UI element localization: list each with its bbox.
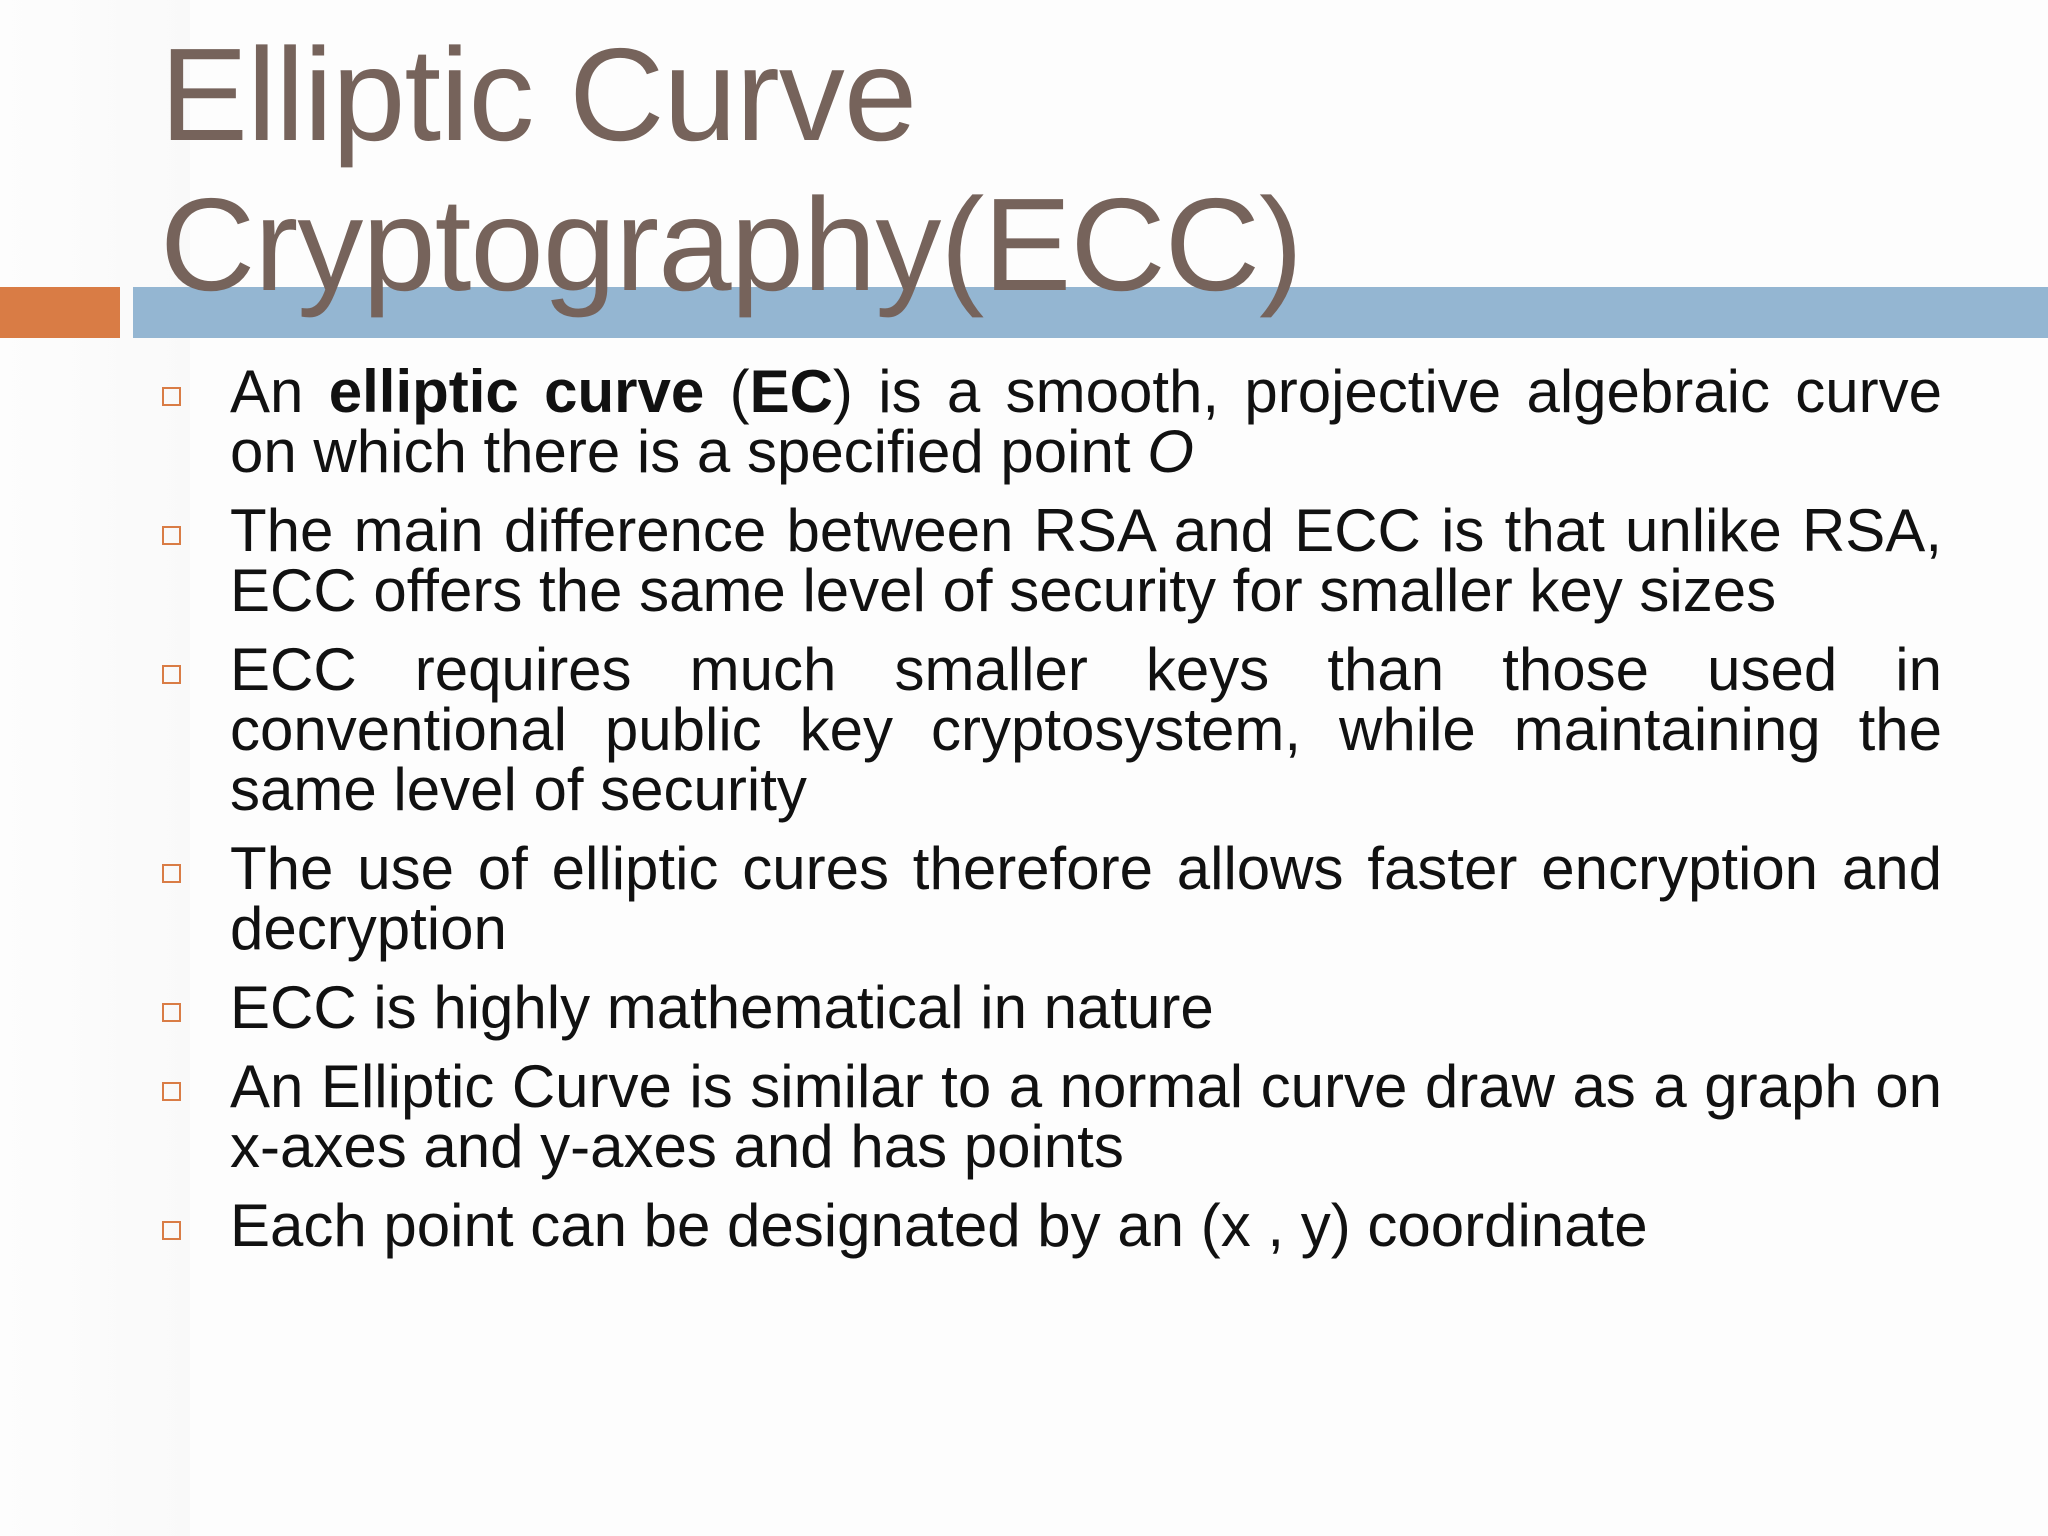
bullet-text: An Elliptic Curve is similar to a normal curve draw as a graph on x-axes and y-axes and has points	[230, 1053, 1942, 1180]
bullet-text: ECC requires much smaller keys than those used in conventional public key cryptosystem, while maintaining the same level of security	[230, 636, 1942, 823]
bullet-item-3	[160, 636, 1942, 823]
bullet-item-6	[160, 1053, 1942, 1180]
bullet-text: The main difference between RSA and ECC is that unlike RSA, ECC offers the same level of security for smaller key sizes	[230, 497, 1942, 624]
hollow-square-bullet-icon	[162, 1082, 181, 1101]
bold-term-ec: EC	[749, 358, 833, 425]
bullet-text-segment: ) is a smooth, projective algebraic curve on which there is a specified point	[230, 358, 1943, 485]
hollow-square-bullet-icon	[162, 864, 181, 883]
bullet-text: The use of elliptic cures therefore allows faster encryption and decryption	[230, 835, 1942, 962]
hollow-square-bullet-icon	[162, 526, 181, 545]
bullet-item-7	[160, 1192, 1942, 1259]
accent-bar-orange	[0, 287, 120, 338]
hollow-square-bullet-icon	[162, 1003, 181, 1022]
hollow-square-bullet-icon	[162, 665, 181, 684]
italic-point-o: O	[1147, 418, 1194, 485]
bullet-text: ECC is highly mathematical in nature	[230, 974, 1214, 1041]
bullet-item-5	[160, 974, 1942, 1041]
hollow-square-bullet-icon	[162, 387, 181, 406]
bullet-text: Each point can be designated by an (x , y) coordinate	[230, 1192, 1648, 1259]
bullet-list	[160, 358, 1943, 1275]
bullet-item-2	[160, 497, 1942, 624]
bullet-text-segment: (	[704, 358, 750, 425]
slide-title: Elliptic Curve Cryptography(ECC)	[160, 21, 1302, 318]
hollow-square-bullet-icon	[162, 1221, 181, 1240]
bullet-text-segment: An	[230, 358, 329, 425]
bold-term-elliptic-curve: elliptic curve	[328, 358, 705, 425]
bullet-item-4	[160, 835, 1942, 962]
bullet-item-1	[160, 358, 1943, 485]
